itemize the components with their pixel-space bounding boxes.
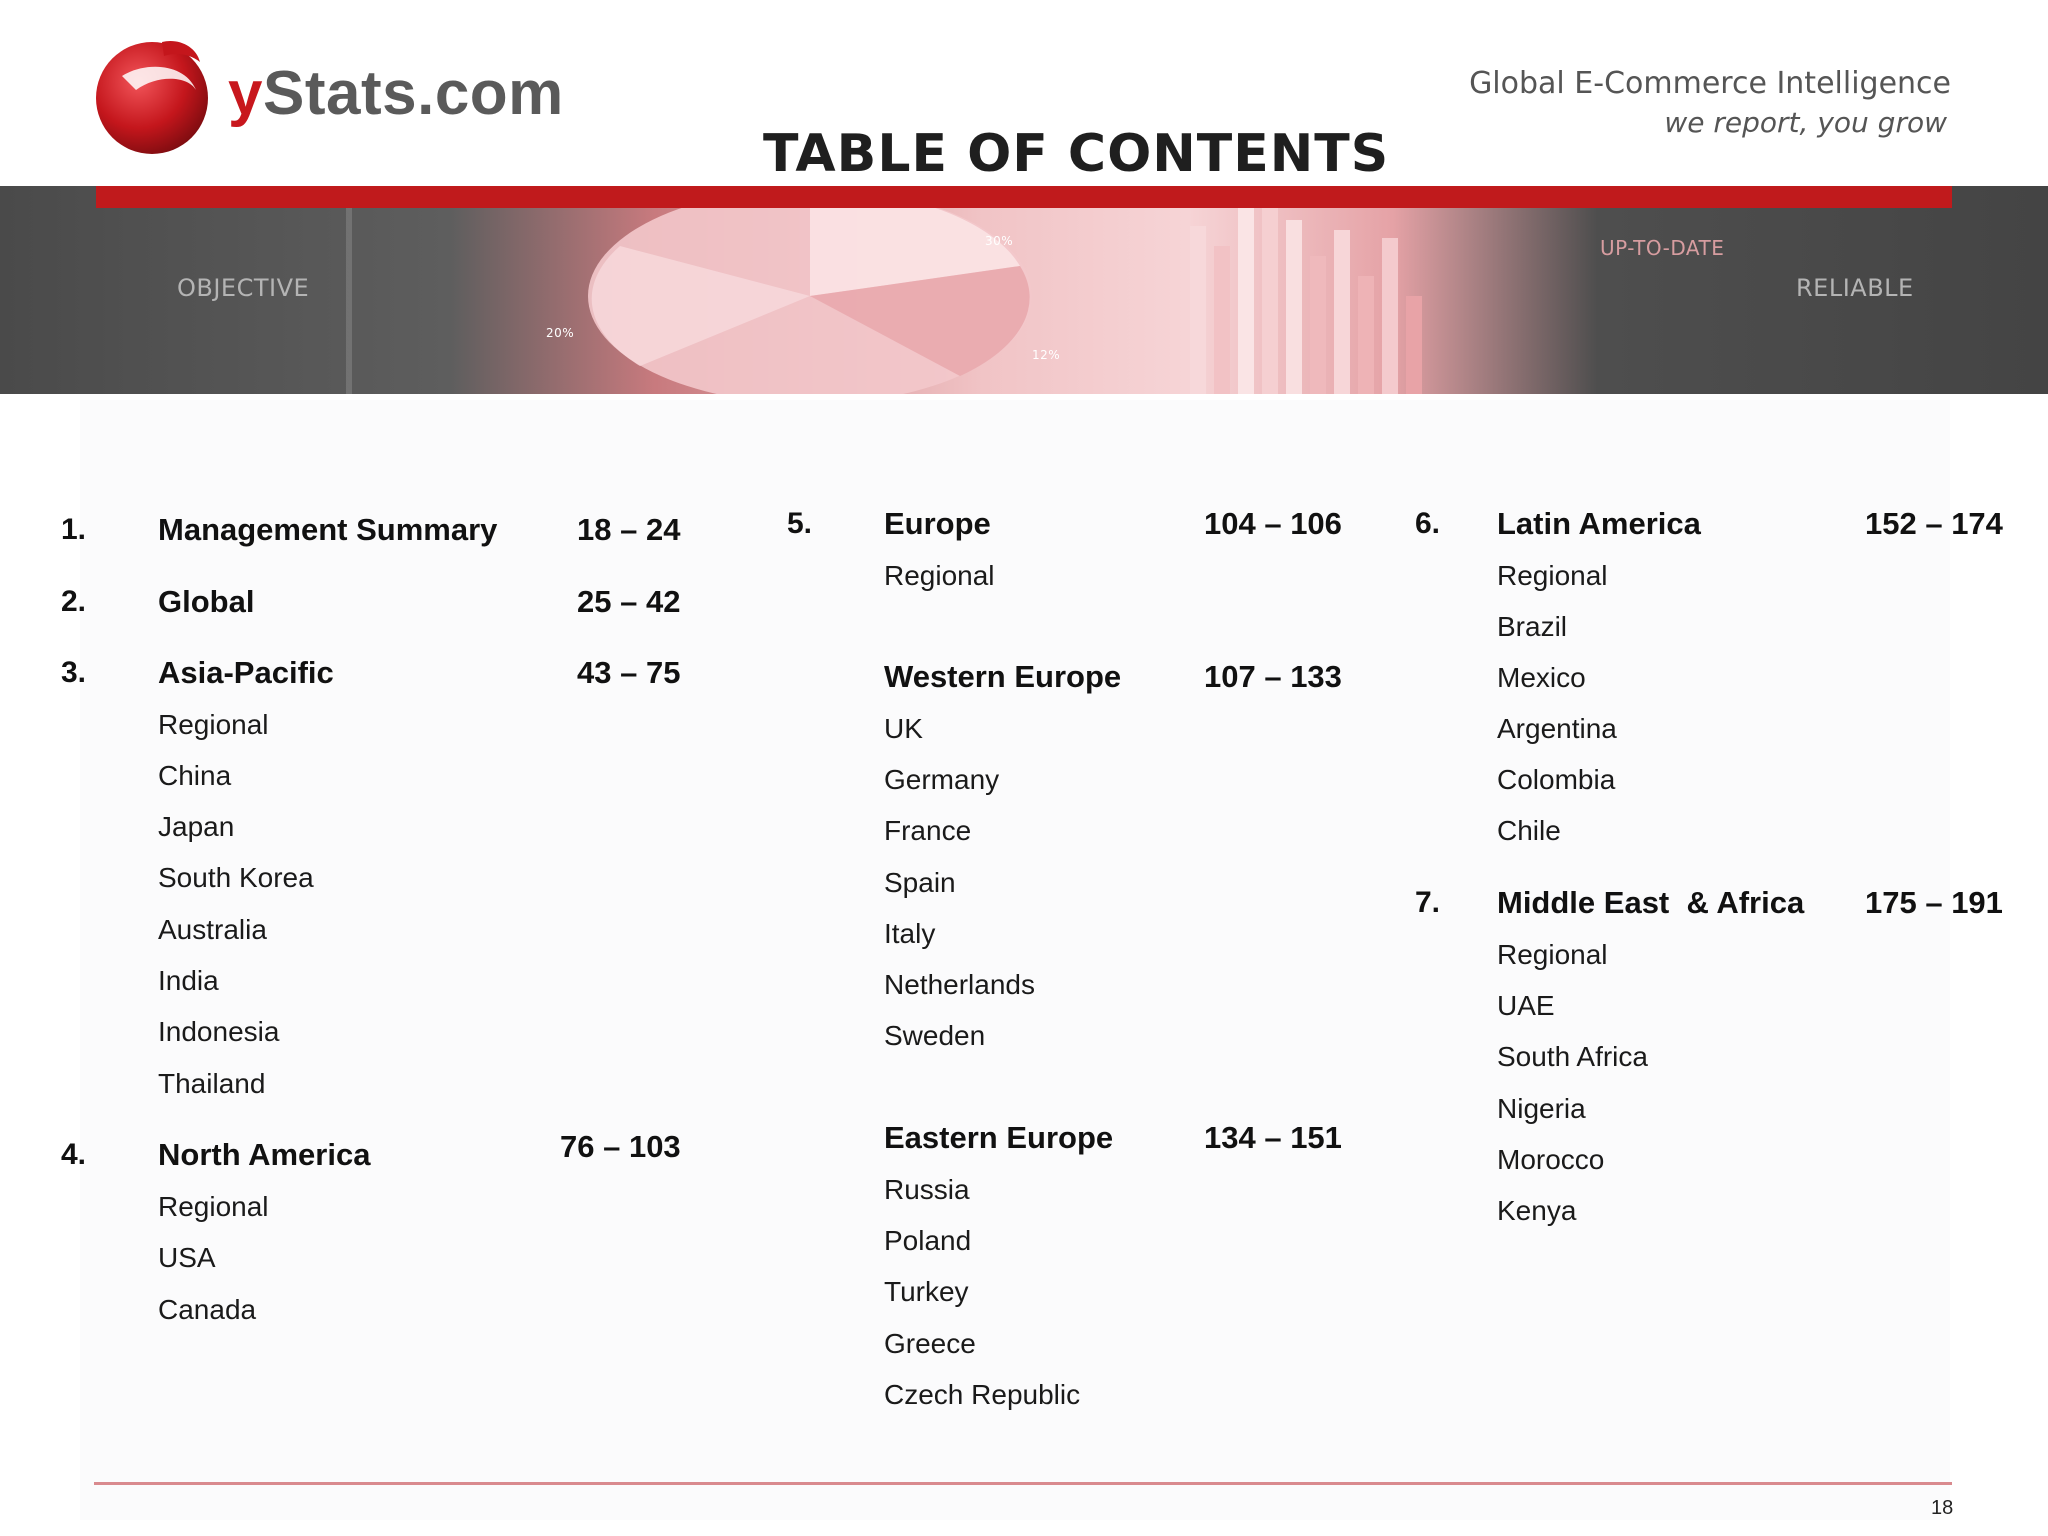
- section-7-item: UAE: [1497, 990, 1555, 1021]
- footer-divider: [94, 1482, 1952, 1485]
- header-banner: [0, 186, 2048, 394]
- western-europe-item: Netherlands: [884, 969, 1035, 1000]
- section-4-number: 4.: [61, 1138, 87, 1171]
- tagline-line1: Global E-Commerce Intelligence: [1469, 66, 1951, 101]
- section-5-eastern-title: Eastern Europe: [884, 1120, 1114, 1155]
- section-5-number: 5.: [787, 507, 813, 540]
- section-3-item: Regional: [158, 709, 269, 740]
- banner-small-label-2: 30%: [985, 234, 1014, 248]
- eastern-europe-item: Turkey: [884, 1276, 969, 1307]
- banner-small-label-1: 20%: [546, 326, 575, 340]
- section-3-item: Japan: [158, 811, 235, 842]
- section-6-item: Colombia: [1497, 764, 1616, 795]
- banner-label-reliable: RELIABLE: [1796, 274, 1914, 302]
- section-3-item: Indonesia: [158, 1016, 280, 1047]
- section-7-item: South Africa: [1497, 1041, 1648, 1072]
- section-3-item: Australia: [158, 914, 267, 945]
- section-5-western-title: Western Europe: [884, 659, 1122, 694]
- section-6-item: Argentina: [1497, 713, 1617, 744]
- section-7-pages: 175 – 191: [1865, 885, 2003, 920]
- section-3-pages: 43 – 75: [577, 655, 681, 690]
- section-6-item: Brazil: [1497, 611, 1568, 642]
- eastern-europe-item: Greece: [884, 1328, 976, 1359]
- section-6-item: Chile: [1497, 815, 1561, 846]
- brand-rest: Stats.com: [262, 59, 564, 128]
- section-7-title: Middle East & Africa: [1497, 885, 1805, 920]
- section-4-item: Canada: [158, 1294, 257, 1325]
- section-6-item: Regional: [1497, 560, 1608, 591]
- section-3-item: Thailand: [158, 1068, 266, 1099]
- section-3-item: South Korea: [158, 862, 314, 893]
- section-6-pages: 152 – 174: [1865, 506, 2003, 541]
- section-6-number: 6.: [1415, 507, 1441, 540]
- section-3-number: 3.: [61, 656, 87, 689]
- banner-label-objective: OBJECTIVE: [177, 274, 310, 302]
- brand-prefix: y: [228, 59, 263, 128]
- section-2-pages: 25 – 42: [577, 584, 681, 619]
- eastern-europe-item: Russia: [884, 1174, 970, 1205]
- section-5-item: Regional: [884, 560, 995, 591]
- section-7-item: Nigeria: [1497, 1093, 1586, 1124]
- section-4-pages: 76 – 103: [560, 1129, 681, 1164]
- section-4-item: Regional: [158, 1191, 269, 1222]
- section-3-title: Asia-Pacific: [158, 655, 334, 690]
- section-7-number: 7.: [1415, 886, 1441, 919]
- section-1-pages: 18 – 24: [577, 512, 681, 547]
- western-europe-item: Spain: [884, 867, 956, 898]
- section-2-title: Global: [158, 584, 255, 619]
- page-number: 18: [1931, 1497, 1954, 1519]
- banner-label-uptodate: UP-TO-DATE: [1600, 236, 1725, 260]
- section-4-item: USA: [158, 1242, 216, 1273]
- western-europe-item: UK: [884, 713, 923, 744]
- eastern-europe-item: Poland: [884, 1225, 972, 1256]
- western-europe-item: Sweden: [884, 1020, 986, 1051]
- brand-name: [228, 58, 564, 129]
- eastern-europe-item: Czech Republic: [884, 1379, 1081, 1410]
- section-6-title: Latin America: [1497, 506, 1701, 541]
- western-europe-item: France: [884, 815, 972, 846]
- section-3-item: India: [158, 965, 219, 996]
- header-red-bar: [96, 186, 1952, 208]
- page-title: TABLE OF CONTENTS: [763, 124, 1390, 184]
- section-5-eastern-pages: 134 – 151: [1204, 1120, 1342, 1155]
- content-background: [80, 400, 1950, 1520]
- section-6-item: Mexico: [1497, 662, 1586, 693]
- section-5-western-pages: 107 – 133: [1204, 659, 1342, 694]
- section-1-title: Management Summary: [158, 512, 498, 547]
- tagline-line2: we report, you grow: [1664, 106, 1947, 139]
- section-7-item: Kenya: [1497, 1195, 1577, 1226]
- western-europe-item: Germany: [884, 764, 1000, 795]
- section-5-pages: 104 – 106: [1204, 506, 1342, 541]
- ystats-logo-icon: [92, 32, 218, 158]
- section-7-item: Morocco: [1497, 1144, 1605, 1175]
- section-1-number: 1.: [61, 513, 87, 546]
- section-2-number: 2.: [61, 585, 87, 618]
- section-3-item: China: [158, 760, 232, 791]
- section-7-item: Regional: [1497, 939, 1608, 970]
- section-5-title: Europe: [884, 506, 991, 541]
- section-4-title: North America: [158, 1137, 371, 1172]
- banner-small-label-3: 12%: [1032, 348, 1061, 362]
- western-europe-item: Italy: [884, 918, 936, 949]
